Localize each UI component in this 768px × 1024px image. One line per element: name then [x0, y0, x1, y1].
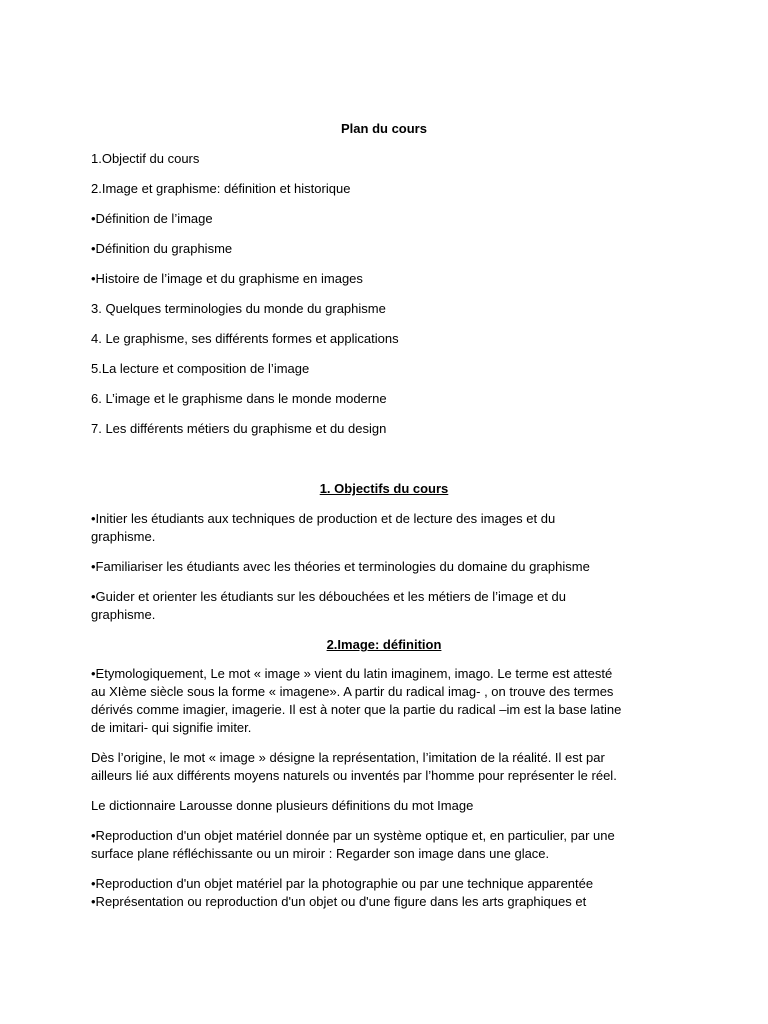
plan-item: •Définition du graphisme — [91, 241, 233, 256]
text-line: •Reproduction d'un objet matériel donnée par un système optique et, en particulier, par une — [91, 828, 615, 843]
text-line: Dès l’origine, le mot « image » désigne la représentation, l’imitation de la réalité. Il est par — [91, 750, 605, 765]
plan-item: 6. L’image et le graphisme dans le monde moderne — [91, 391, 387, 406]
text-line: Le dictionnaire Larousse donne plusieurs définitions du mot Image — [91, 798, 474, 813]
plan-item: 7. Les différents métiers du graphisme et du design — [91, 421, 387, 436]
text-line: •Initier les étudiants aux techniques de production et de lecture des images et du — [91, 511, 556, 526]
definition-bullet — [91, 875, 691, 911]
objectif-bullet — [91, 558, 691, 576]
text-line: graphisme. — [91, 529, 156, 544]
text-line: •Familiariser les étudiants avec les théories et terminologies du domaine du graphisme — [91, 559, 590, 574]
section-heading-objectifs: 1. Objectifs du cours — [319, 481, 449, 496]
text-line: •Représentation ou reproduction d'un objet ou d'une figure dans les arts graphiques et — [91, 894, 587, 909]
text-line: dérivés comme imagier, imagerie. Il est à noter que la partie du radical –im est la base latine — [91, 702, 622, 717]
text-line: •Guider et orienter les étudiants sur les débouchées et les métiers de l’image et du — [91, 589, 566, 604]
plan-title: Plan du cours — [341, 121, 427, 136]
text-line: •Reproduction d'un objet matériel par la photographie ou par une technique apparentée — [91, 876, 594, 891]
plan-item: 5.La lecture et composition de l’image — [91, 361, 310, 376]
plan-item: 2.Image et graphisme: définition et historique — [91, 181, 351, 196]
plan-item: 4. Le graphisme, ses différents formes et applications — [91, 331, 399, 346]
definition-bullet — [91, 827, 691, 863]
plan-item: •Définition de l’image — [91, 211, 213, 226]
text-line: •Etymologiquement, Le mot « image » vient du latin imaginem, imago. Le terme est attesté — [91, 666, 613, 681]
plan-item: 3. Quelques terminologies du monde du graphisme — [91, 301, 386, 316]
objectif-bullet — [91, 510, 691, 546]
objectif-bullet — [91, 588, 691, 624]
text-line: graphisme. — [91, 607, 156, 622]
section-heading-image-definition: 2.Image: définition — [326, 637, 442, 652]
text-line: au XIème siècle sous la forme « imagene». A partir du radical imag- , on trouve des termes — [91, 684, 614, 699]
text-line: ailleurs lié aux différents moyens naturels ou inventés par l’homme pour représenter le réel. — [91, 768, 617, 783]
etymology-paragraph — [91, 665, 691, 737]
text-line: de imitari- qui signifie imiter. — [91, 720, 252, 735]
larousse-paragraph — [91, 797, 691, 815]
plan-item: •Histoire de l’image et du graphisme en images — [91, 271, 363, 286]
text-line: surface plane réfléchissante ou un miroir : Regarder son image dans une glace. — [91, 846, 550, 861]
origin-paragraph — [91, 749, 691, 785]
plan-item: 1.Objectif du cours — [91, 151, 200, 166]
